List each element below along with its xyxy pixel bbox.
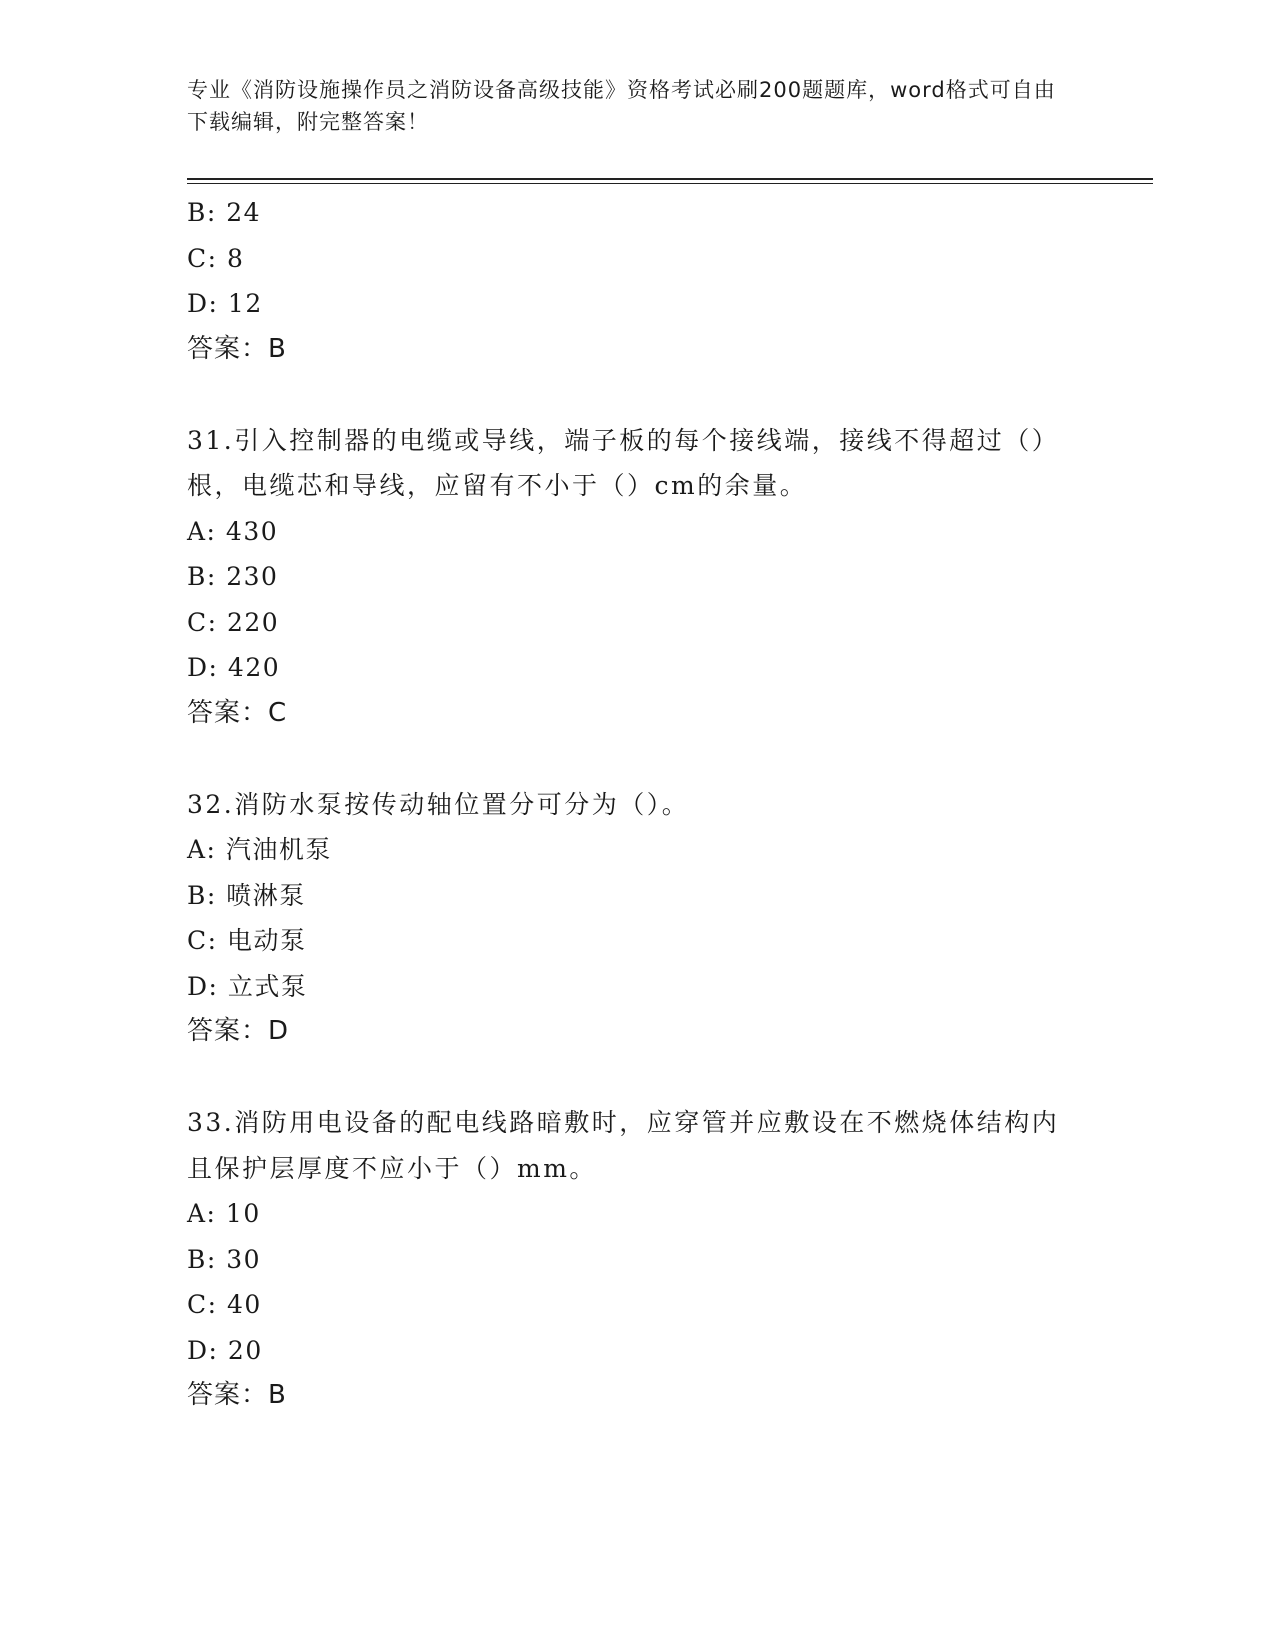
answer-line: 答案：C bbox=[187, 697, 288, 728]
option-a: A: 10 bbox=[187, 1199, 261, 1228]
question-continued bbox=[187, 190, 1087, 372]
question-stem: 31.引入控制器的电缆或导线，端子板的每个接线端，接线不得超过（）根，电缆芯和导线，应留有不小于（）cm的余量。 bbox=[187, 425, 1060, 500]
question-list bbox=[187, 190, 1087, 1419]
answer-line: 答案：D bbox=[187, 1016, 290, 1046]
header-divider bbox=[187, 178, 1153, 184]
question-33 bbox=[187, 1100, 1087, 1419]
spacer bbox=[187, 736, 1087, 782]
question-stem: 32.消防水泵按传动轴位置分可分为（）。 bbox=[187, 789, 690, 819]
option-c: C: 40 bbox=[187, 1290, 262, 1319]
option-a: A: 汽油机泵 bbox=[187, 835, 332, 864]
document-header: 专业《消防设施操作员之消防设备高级技能》资格考试必刷200题题库，word格式可自由下载编辑，附完整答案！ bbox=[187, 78, 1056, 134]
answer-line: 答案：B bbox=[187, 1380, 287, 1410]
answer-line: 答案：B bbox=[187, 333, 287, 364]
option-b: B: 喷淋泵 bbox=[187, 880, 306, 910]
option-d: D: 12 bbox=[187, 289, 263, 318]
option-c: C: 电动泵 bbox=[187, 926, 307, 955]
option-c: C: 220 bbox=[187, 607, 280, 637]
spacer bbox=[187, 372, 1087, 418]
question-32 bbox=[187, 782, 1087, 1055]
option-b: B: 30 bbox=[187, 1244, 262, 1274]
option-d: D: 立式泵 bbox=[187, 971, 308, 1001]
option-a: A: 430 bbox=[187, 516, 279, 546]
option-c: C: 8 bbox=[187, 243, 245, 273]
question-31 bbox=[187, 418, 1087, 737]
option-b: B: 24 bbox=[187, 198, 262, 227]
option-d: D: 20 bbox=[187, 1335, 263, 1365]
option-d: D: 420 bbox=[187, 653, 281, 682]
question-stem: 33.消防用电设备的配电线路暗敷时，应穿管并应敷设在不燃烧体结构内且保护层厚度不应小于（）mm。 bbox=[187, 1108, 1060, 1183]
option-b: B: 230 bbox=[187, 562, 279, 591]
spacer bbox=[187, 1055, 1087, 1101]
